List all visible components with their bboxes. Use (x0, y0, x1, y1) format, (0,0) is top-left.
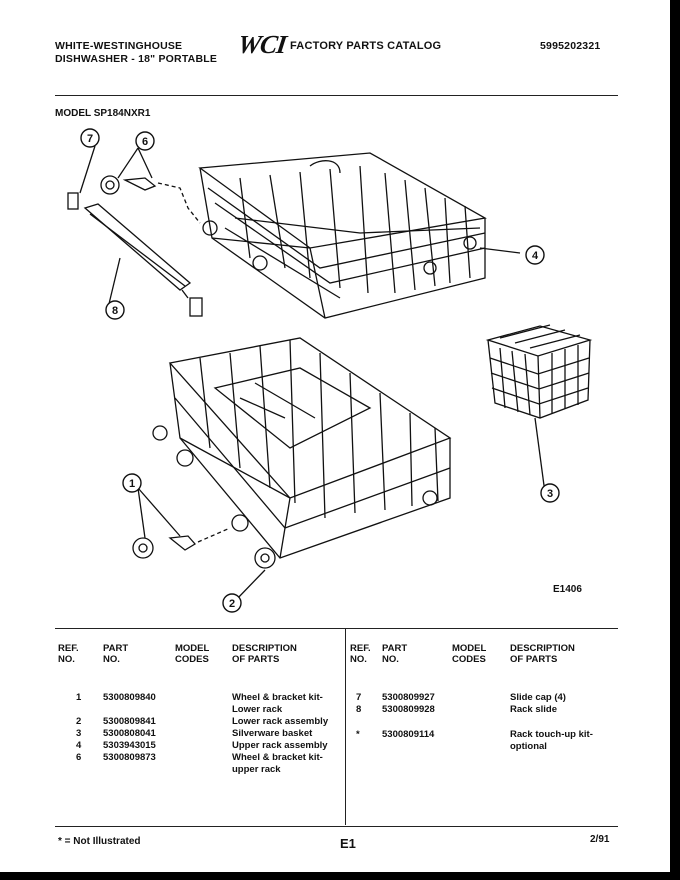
left-row-5-part: 5300809873 (103, 752, 156, 763)
col-model-left: MODEL CODES (175, 643, 210, 665)
right-row-2-part: 5300809928 (382, 704, 435, 715)
date-code: 2/91 (590, 834, 610, 845)
header-rule (55, 95, 618, 96)
slide-cap-drawing-a (68, 193, 78, 209)
left-row-4-desc: Upper rack assembly (232, 740, 328, 751)
left-row-5-desc: Wheel & bracket kit- (232, 752, 323, 763)
left-row-1-part: 5300809840 (103, 692, 156, 703)
left-row-1-desc-2: Lower rack (232, 704, 283, 715)
left-row-2-part: 5300809841 (103, 716, 156, 727)
right-row-1-part: 5300809927 (382, 692, 435, 703)
lower-rack-drawing (153, 338, 450, 568)
col-ref-left: REF. NO. (58, 643, 79, 665)
parts-diagram (40, 118, 620, 618)
left-row-1-ref: 1 (76, 692, 82, 703)
left-row-2-ref: 2 (76, 716, 82, 727)
left-row-3-ref: 3 (76, 728, 82, 739)
col-desc-left: DESCRIPTION OF PARTS (232, 643, 297, 665)
callout-6: 6 (141, 136, 149, 148)
upper-rack-drawing (200, 153, 485, 318)
left-row-4-part: 5303943015 (103, 740, 156, 751)
left-row-3-part: 5300808041 (103, 728, 156, 739)
right-row-2-desc: Rack slide (510, 704, 557, 715)
table-divider (345, 628, 346, 825)
callout-7: 7 (86, 133, 94, 145)
catalog-title: FACTORY PARTS CATALOG (290, 40, 442, 52)
callout-4: 4 (531, 250, 539, 262)
left-row-2-desc: Lower rack assembly (232, 716, 329, 727)
callout-1: 1 (128, 478, 136, 490)
slide-cap-drawing-b (190, 298, 202, 316)
col-desc-right: DESCRIPTION OF PARTS (510, 643, 575, 665)
left-row-3-desc: Silverware basket (232, 728, 313, 739)
right-row-3-ref: * (356, 729, 360, 740)
upper-wheel-kit-drawing (101, 176, 200, 223)
callout-3: 3 (546, 488, 554, 500)
callout-2: 2 (228, 598, 236, 610)
left-row-1-desc: Wheel & bracket kit- (232, 692, 323, 703)
lower-wheel-kit-drawing (133, 528, 230, 558)
right-row-2-ref: 8 (356, 704, 362, 715)
rack-slide-drawing (85, 204, 190, 298)
left-row-4-ref: 4 (76, 740, 82, 751)
col-part-right: PART NO. (382, 643, 408, 665)
col-part-left: PART NO. (103, 643, 129, 665)
right-row-3-desc: Rack touch-up kit- (510, 729, 593, 740)
page-number: E1 (340, 836, 356, 851)
figure-code: E1406 (553, 584, 582, 595)
col-ref-right: REF. NO. (350, 643, 371, 665)
right-row-3-part: 5300809114 (382, 729, 435, 740)
col-model-right: MODEL CODES (452, 643, 487, 665)
silverware-basket-drawing (488, 325, 590, 418)
callout-8: 8 (111, 305, 119, 317)
right-row-3-desc-2: optional (510, 741, 547, 752)
footnote: * = Not Illustrated (58, 836, 141, 847)
left-row-5-ref: 6 (76, 752, 82, 763)
catalog-number: 5995202321 (540, 40, 601, 52)
brand-line-2: DISHWASHER - 18" PORTABLE (55, 53, 218, 65)
model-number: MODEL SP184NXR1 (55, 108, 151, 119)
right-row-1-desc: Slide cap (4) (510, 692, 566, 703)
left-row-5-desc-2: upper rack (232, 764, 281, 775)
wci-logo: WCI (236, 30, 288, 59)
right-row-1-ref: 7 (356, 692, 362, 703)
brand-line-1: WHITE-WESTINGHOUSE (55, 40, 183, 52)
